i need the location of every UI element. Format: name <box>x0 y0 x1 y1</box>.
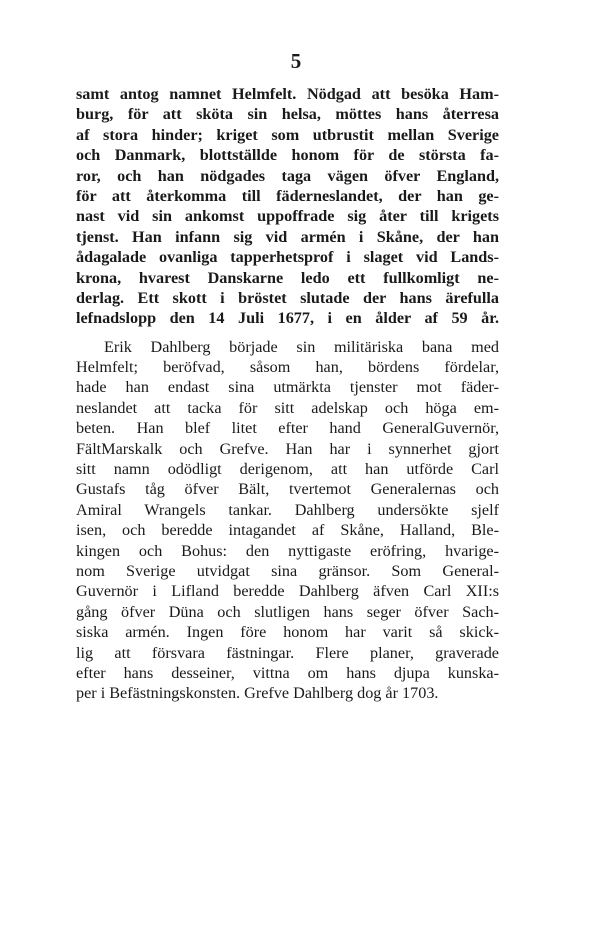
text-line: efter hans desseiner, vittna om hans djupa kunska- <box>76 663 499 682</box>
text-line: och Danmark, blottställde honom för de största fa- <box>76 146 499 165</box>
text-line: af stora hinder; kriget som utbrustit mellan Sverige <box>76 125 499 144</box>
page-number: 5 <box>290 49 302 73</box>
text-line: Amiral Wrangels tankar. Dahlberg undersökte sjelf <box>76 500 499 519</box>
text-line: gång öfver Düna och slutligen hans seger öfver Sach- <box>76 602 499 621</box>
text-line: isen, och beredde intagandet af Skåne, Halland, Ble- <box>76 521 499 540</box>
text-line: per i Befästningskonsten. Grefve Dahlberg dog år 1703. <box>76 684 439 703</box>
text-line: FältMarskalk och Grefve. Han har i synnerhet gjort <box>76 439 499 458</box>
paragraph-dahlberg <box>76 337 499 704</box>
text-line: för att återkomma till fäderneslandet, der han ge- <box>76 186 499 205</box>
text-line: nom Sverige utvidgat sina gränsor. Som General- <box>76 561 499 580</box>
text-line: ådagalade ovanliga tapperhetsprof i slaget vid Lands- <box>76 248 499 267</box>
text-line: ror, och han nödgades taga vägen öfver England, <box>76 166 499 185</box>
text-line: hade han endast sina utmärkta tjenster mot fäder- <box>76 378 499 397</box>
text-line: kingen och Bohus: den nyttigaste eröfring, hvarige- <box>76 541 499 560</box>
text-line: lig att försvara fästningar. Flere planer, graverade <box>76 643 499 662</box>
text-line: burg, för att sköta sin helsa, möttes hans återresa <box>76 105 499 124</box>
text-line: beten. Han blef litet efter hand GeneralGuvernör, <box>76 419 499 438</box>
text-line: Helmfelt; beröfvad, såsom han, bördens fördelar, <box>76 358 499 377</box>
text-line: siska armén. Ingen före honom har varit så skick- <box>76 623 499 642</box>
text-line: sitt namn odödligt derigenom, att han utförde Carl <box>76 460 499 479</box>
text-line: Guvernör i Lifland beredde Dahlberg äfven Carl XII:s <box>76 582 499 601</box>
text-line: Erik Dahlberg började sin militäriska bana med <box>104 337 499 356</box>
paragraph-helmfelt <box>76 84 499 329</box>
text-line: samt antog namnet Helmfelt. Nödgad att besöka Ham- <box>76 85 499 103</box>
text-line: nast vid sin ankomst uppoffrade sig åter till krigets <box>76 207 499 226</box>
text-line: lefnadslopp den 14 Juli 1677, i en ålder af 59 år. <box>76 309 499 328</box>
text-line: neslandet att tacka för sitt adelskap och höga em- <box>76 398 499 417</box>
text-line: krona, hvarest Danskarne ledo ett fullkomligt ne- <box>76 268 499 287</box>
body-text <box>76 84 499 704</box>
text-line: Gustafs tåg öfver Bält, tvertemot Generalernas och <box>76 480 499 499</box>
text-line: tjenst. Han infann sig vid armén i Skåne, der han <box>76 227 499 246</box>
text-line: derlag. Ett skott i bröstet slutade der hans ärefulla <box>76 288 499 307</box>
